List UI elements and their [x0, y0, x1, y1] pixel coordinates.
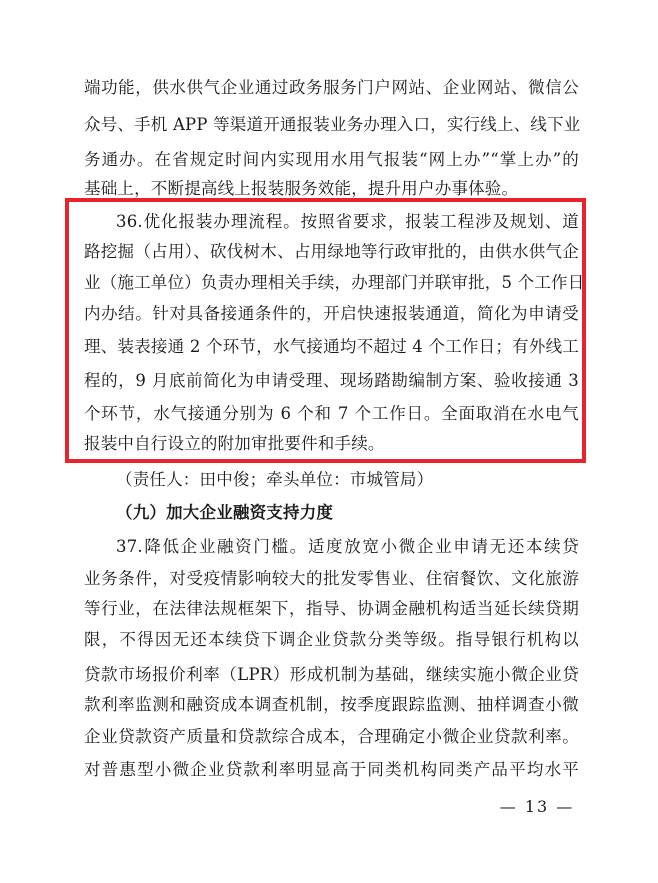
text-line: 业（施工单位）负责办理相关手续，办理部门并联审批，5 个工作日	[84, 273, 585, 292]
text-line: 对普惠型小微企业贷款利率明显高于同类机构同类产品平均水平	[84, 760, 579, 779]
page-number: — 13 —	[499, 797, 575, 816]
text-line: 等行业，在法律法规框架下，指导、协调金融机构适当延长续贷期	[84, 599, 579, 618]
text-line: 内办结。针对具备接通条件的，开启快速报装通道，简化为申请受	[84, 304, 579, 323]
text-line: 报装中自行设立的附加审批要件和手续。	[84, 434, 385, 453]
text-line: 贷款市场报价利率（LPR）形成机制为基础，继续实施小微企业贷	[84, 665, 579, 684]
text-line: 业务条件，对受疫情影响较大的批发零售业、住宿餐饮、文化旅游	[84, 569, 579, 588]
text-line: 36.优化报装办理流程。按照省要求，报装工程涉及规划、道	[116, 212, 579, 231]
text-line: 众号、手机 APP 等渠道开通报装业务办理入口，实行线上、线下业	[84, 115, 581, 134]
section-heading: （九）加大企业融资支持力度	[116, 503, 334, 522]
text-line: 理、装表接通 2 个环节，水气接通均不超过 4 个工作日；有外线工	[84, 337, 579, 356]
text-line: 务通办。在省规定时间内实现用水用气报装“网上办”“掌上办”的	[84, 150, 579, 169]
text-line: 企业贷款资产质量和贷款综合成本，合理确定小微企业贷款利率。	[84, 727, 579, 746]
text-line: 基础上，不断提高线上报装服务效能，提升用户办事体验。	[84, 179, 519, 198]
text-line: 程的，9 月底前简化为申请受理、现场踏勘编制方案、验收接通 3	[84, 371, 579, 390]
responsibility-line: （责任人：田中俊；牵头单位：市城管局）	[116, 470, 434, 489]
text-line: 路挖掘（占用）、砍伐树木、占用绿地等行政审批的，由供水供气企	[84, 242, 579, 261]
text-line: 款利率监测和融资成本调查机制，按季度跟踪监测、抽样调查小微	[84, 695, 579, 714]
text-line: 限，不得因无还本续贷下调企业贷款分类等级。指导银行机构以	[84, 630, 579, 649]
text-line: 37.降低企业融资门槛。适度放宽小微企业申请无还本续贷	[116, 537, 579, 556]
text-line: 个环节，水气接通分别为 6 个和 7 个工作日。全面取消在水电气	[84, 404, 579, 423]
text-line: 端功能，供水供气企业通过政务服务门户网站、企业网站、微信公	[84, 78, 579, 97]
